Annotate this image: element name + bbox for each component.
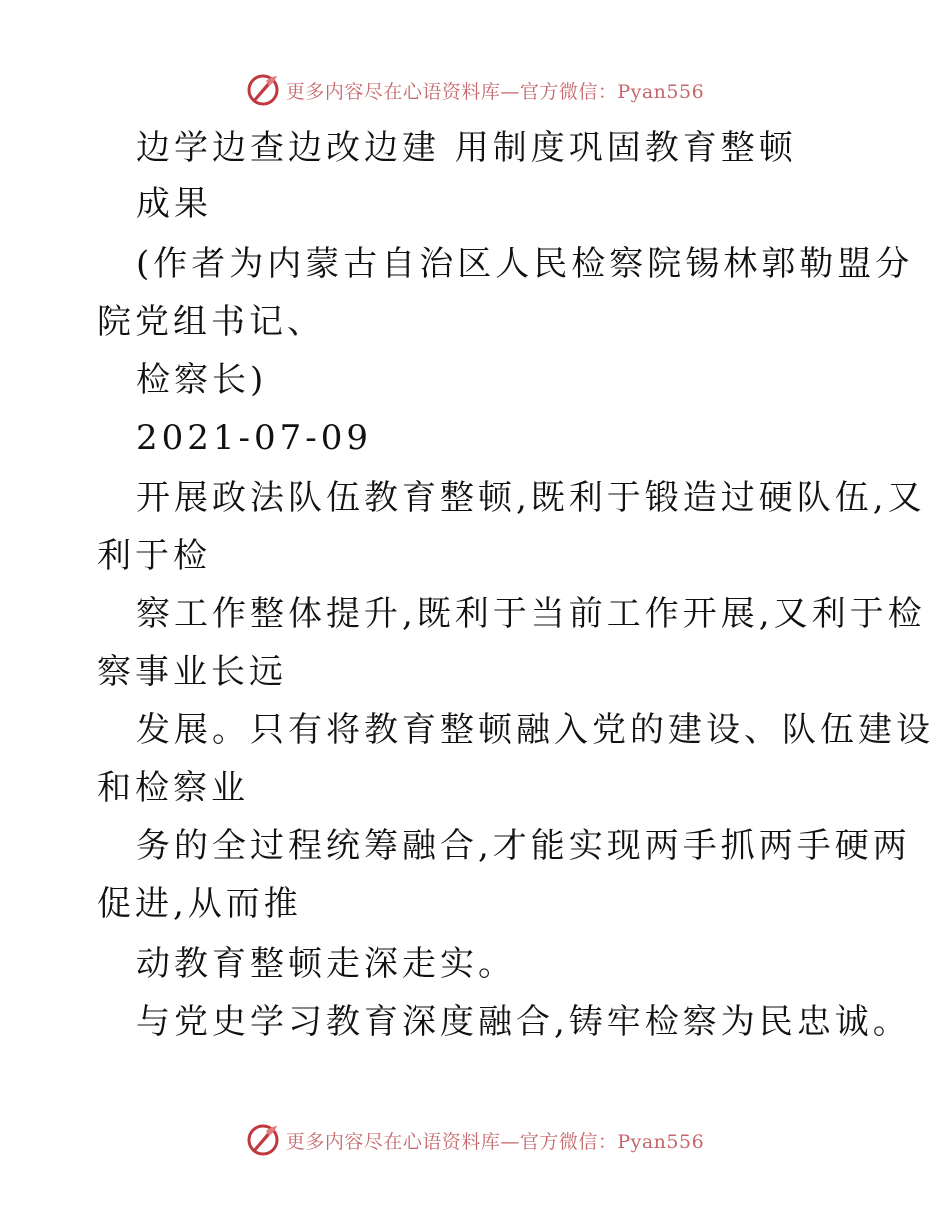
section-heading-line: 与党史学习教育深度融合,铸牢检察为民忠诚。 <box>136 1002 911 1042</box>
paragraph-line: 察工作整体提升,既利于当前工作开展,又利于检 <box>136 594 926 634</box>
title-line-2: 成果 <box>136 184 212 224</box>
paragraph-line: 务的全过程统筹融合,才能实现两手抓两手硬两 <box>136 826 911 866</box>
banner-text: 更多内容尽在心语资料库—官方微信：Pyan556 <box>285 1130 705 1153</box>
paragraph-line: 开展政法队伍教育整顿,既利于锻造过硬队伍,又 <box>136 478 926 518</box>
author-line-1: (作者为内蒙古自治区人民检察院锡林郭勒盟分 <box>136 244 914 284</box>
paragraph-line: 促进,从而推 <box>97 884 302 924</box>
paragraph-line: 动教育整顿走深走实。 <box>136 944 516 984</box>
quill-logo-icon <box>246 73 280 107</box>
quill-logo-icon <box>246 1123 280 1157</box>
paragraph-line: 发展。只有将教育整顿融入党的建设、队伍建设 <box>136 710 934 750</box>
header-banner <box>0 68 950 112</box>
title-line-1: 边学边查边改边建 用制度巩固教育整顿 <box>136 128 797 168</box>
banner-text: 更多内容尽在心语资料库—官方微信：Pyan556 <box>285 80 705 103</box>
banner <box>246 73 704 107</box>
author-line-2: 院党组书记、 <box>97 302 325 342</box>
date-line: 2021-07-09 <box>136 418 373 458</box>
paragraph-line: 和检察业 <box>97 768 249 808</box>
banner <box>246 1123 704 1157</box>
author-line-3: 检察长) <box>136 360 268 400</box>
paragraph-line: 察事业长远 <box>97 652 287 692</box>
paragraph-line: 利于检 <box>97 536 211 576</box>
footer-banner <box>0 1118 950 1162</box>
